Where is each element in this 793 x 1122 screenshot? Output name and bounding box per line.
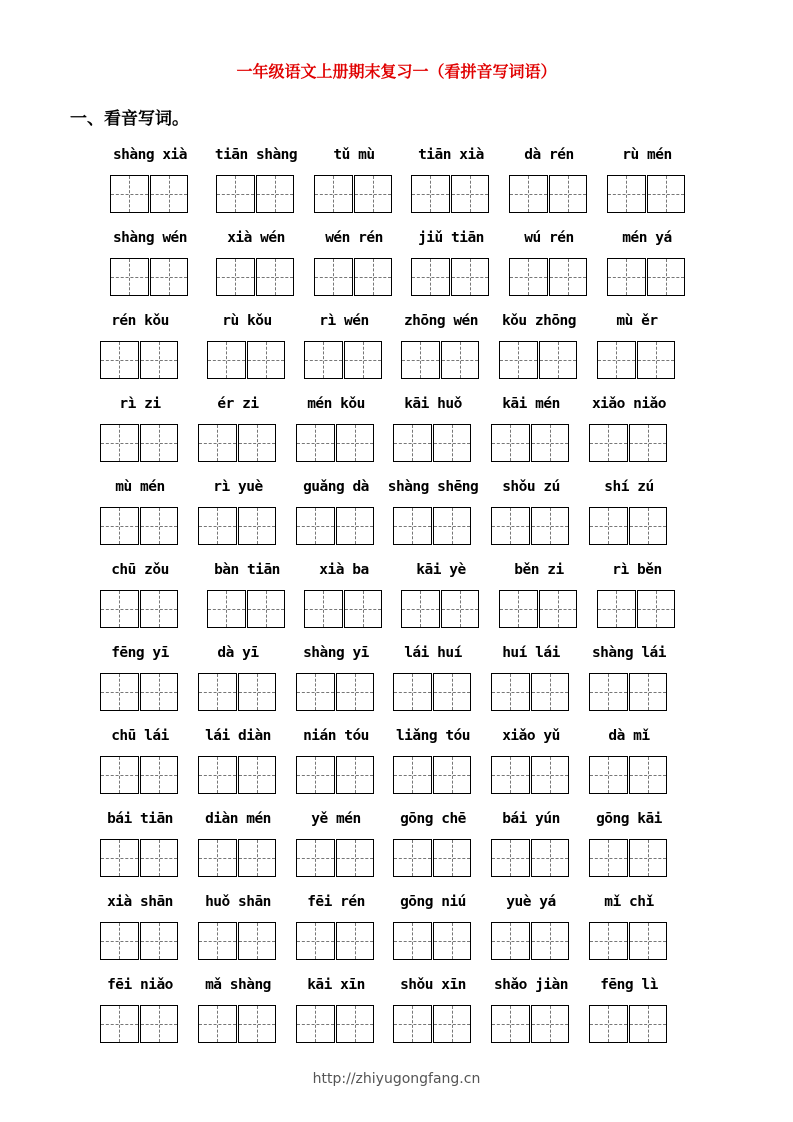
pinyin-prompt: běn zi [514,562,564,578]
writing-boxes [499,590,577,628]
tianzige-cell[interactable] [393,424,432,462]
pinyin-prompt: huǒ shān [205,894,271,910]
tianzige-cell[interactable] [100,424,139,462]
writing-boxes [314,175,392,213]
tianzige-cell[interactable] [314,175,353,213]
writing-boxes [100,673,178,711]
writing-boxes [296,507,374,545]
pinyin-prompt: rén kǒu [111,313,169,329]
tianzige-cell[interactable] [499,590,538,628]
tianzige-cell[interactable] [433,922,472,960]
writing-boxes [100,756,178,794]
tianzige-cell[interactable] [531,839,570,877]
pinyin-prompt: xià wén [227,230,285,246]
tianzige-cell[interactable] [100,673,139,711]
pinyin-prompt: jiǔ tiān [418,230,484,246]
tianzige-cell[interactable] [509,258,548,296]
writing-boxes [597,341,675,379]
tianzige-cell[interactable] [629,922,668,960]
pinyin-prompt: kāi huǒ [404,396,462,412]
writing-boxes [304,590,382,628]
pinyin-prompt: kāi xīn [307,977,365,993]
tianzige-cell[interactable] [539,590,578,628]
writing-boxes [589,756,667,794]
tianzige-cell[interactable] [314,258,353,296]
writing-boxes [110,175,188,213]
tianzige-cell[interactable] [304,590,343,628]
tianzige-cell[interactable] [207,341,246,379]
pinyin-prompt: guǎng dà [303,479,369,495]
writing-boxes [296,673,374,711]
tianzige-cell[interactable] [100,1005,139,1043]
pinyin-prompt: dà mǐ [608,728,650,744]
tianzige-cell[interactable] [238,922,277,960]
pinyin-prompt: mǐ chǐ [604,894,654,910]
tianzige-cell[interactable] [549,175,588,213]
pinyin-prompt: tiān xià [418,147,484,163]
pinyin-prompt: dà rén [524,147,574,163]
writing-boxes [491,1005,569,1043]
tianzige-cell[interactable] [150,175,189,213]
tianzige-cell[interactable] [393,673,432,711]
tianzige-cell[interactable] [589,1005,628,1043]
tianzige-cell[interactable] [336,673,375,711]
pinyin-prompt: shí zú [604,479,654,495]
tianzige-cell[interactable] [629,424,668,462]
tianzige-cell[interactable] [216,258,255,296]
tianzige-cell[interactable] [100,341,139,379]
tianzige-cell[interactable] [238,673,277,711]
pinyin-prompt: bàn tiān [214,562,280,578]
tianzige-cell[interactable] [336,922,375,960]
tianzige-cell[interactable] [296,1005,335,1043]
writing-boxes [198,424,276,462]
tianzige-cell[interactable] [238,1005,277,1043]
tianzige-cell[interactable] [597,341,636,379]
pinyin-prompt: shàng lái [591,645,667,661]
pinyin-prompt: dà yī [217,645,259,661]
tianzige-cell[interactable] [296,922,335,960]
pinyin-prompt: rì yuè [213,479,263,495]
writing-boxes [401,341,479,379]
tianzige-cell[interactable] [100,590,139,628]
tianzige-cell[interactable] [110,175,149,213]
tianzige-cell[interactable] [589,839,628,877]
pinyin-prompt: shàng wén [112,230,188,246]
pinyin-prompt: mù mén [115,479,165,495]
writing-boxes [393,922,471,960]
tianzige-cell[interactable] [110,258,149,296]
writing-boxes [198,922,276,960]
tianzige-cell[interactable] [491,1005,530,1043]
worksheet-title: 一年级语文上册期末复习一（看拼音写词语） [236,62,557,81]
tianzige-cell[interactable] [198,673,237,711]
tianzige-cell[interactable] [433,756,472,794]
pinyin-prompt: tiān shàng [214,147,298,163]
tianzige-cell[interactable] [451,175,490,213]
writing-boxes [411,258,489,296]
tianzige-cell[interactable] [531,1005,570,1043]
pinyin-prompt: xiǎo yǔ [502,728,560,744]
tianzige-cell[interactable] [589,673,628,711]
tianzige-cell[interactable] [589,424,628,462]
tianzige-cell[interactable] [433,507,472,545]
writing-boxes [607,175,685,213]
pinyin-prompt: xià shān [107,894,173,910]
tianzige-cell[interactable] [354,175,393,213]
tianzige-cell[interactable] [100,839,139,877]
tianzige-cell[interactable] [589,922,628,960]
tianzige-cell[interactable] [238,424,277,462]
tianzige-cell[interactable] [549,258,588,296]
tianzige-cell[interactable] [441,341,480,379]
writing-boxes [216,175,294,213]
tianzige-cell[interactable] [354,258,393,296]
tianzige-cell[interactable] [100,922,139,960]
pinyin-prompt: lái diàn [205,728,271,744]
writing-boxes [411,175,489,213]
writing-boxes [216,258,294,296]
tianzige-cell[interactable] [401,590,440,628]
writing-boxes [393,1005,471,1043]
tianzige-cell[interactable] [491,673,530,711]
section-heading: 一、看音写词。 [70,109,189,129]
writing-boxes [207,341,285,379]
pinyin-prompt: rì wén [319,313,369,329]
tianzige-cell[interactable] [491,922,530,960]
writing-boxes [589,922,667,960]
pinyin-prompt: mén yá [622,230,672,246]
tianzige-cell[interactable] [411,258,450,296]
pinyin-prompt: ér zi [217,396,259,412]
writing-boxes [198,673,276,711]
writing-boxes [296,922,374,960]
tianzige-cell[interactable] [207,590,246,628]
tianzige-cell[interactable] [539,341,578,379]
tianzige-cell[interactable] [336,1005,375,1043]
footer-url: http://zhiyugongfang.cn [312,1071,481,1087]
tianzige-cell[interactable] [491,424,530,462]
writing-boxes [100,922,178,960]
tianzige-cell[interactable] [238,839,277,877]
writing-boxes [314,258,392,296]
writing-boxes [589,424,667,462]
writing-boxes [491,922,569,960]
tianzige-cell[interactable] [198,1005,237,1043]
tianzige-cell[interactable] [216,175,255,213]
tianzige-cell[interactable] [247,341,286,379]
pinyin-prompt: zhōng wén [403,313,479,329]
tianzige-cell[interactable] [589,756,628,794]
pinyin-prompt: rù mén [622,147,672,163]
writing-boxes [491,756,569,794]
tianzige-cell[interactable] [150,258,189,296]
pinyin-prompt: shàng yī [303,645,369,661]
tianzige-cell[interactable] [296,756,335,794]
tianzige-cell[interactable] [629,839,668,877]
tianzige-cell[interactable] [629,507,668,545]
tianzige-cell[interactable] [140,673,179,711]
tianzige-cell[interactable] [491,756,530,794]
pinyin-prompt: fēng yī [111,645,169,661]
tianzige-cell[interactable] [140,424,179,462]
tianzige-cell[interactable] [198,839,237,877]
pinyin-prompt: rì zi [119,396,161,412]
pinyin-prompt: mǎ shàng [205,977,271,993]
tianzige-cell[interactable] [247,590,286,628]
writing-boxes [607,258,685,296]
tianzige-cell[interactable] [393,839,432,877]
pinyin-prompt: huí lái [502,645,560,661]
writing-boxes [589,839,667,877]
tianzige-cell[interactable] [647,175,686,213]
tianzige-cell[interactable] [531,424,570,462]
writing-boxes [296,839,374,877]
tianzige-cell[interactable] [531,673,570,711]
pinyin-prompt: chū lái [111,728,169,744]
writing-boxes [393,839,471,877]
tianzige-cell[interactable] [491,839,530,877]
writing-boxes [393,507,471,545]
tianzige-cell[interactable] [393,1005,432,1043]
tianzige-cell[interactable] [336,507,375,545]
tianzige-cell[interactable] [100,756,139,794]
tianzige-cell[interactable] [296,673,335,711]
tianzige-cell[interactable] [100,507,139,545]
writing-boxes [100,424,178,462]
tianzige-cell[interactable] [256,258,295,296]
writing-boxes [296,756,374,794]
pinyin-prompt: xià ba [319,562,369,578]
tianzige-cell[interactable] [296,424,335,462]
tianzige-cell[interactable] [451,258,490,296]
writing-boxes [100,590,178,628]
tianzige-cell[interactable] [344,590,383,628]
tianzige-cell[interactable] [238,756,277,794]
pinyin-prompt: shǒu zú [502,479,560,495]
writing-boxes [100,1005,178,1043]
pinyin-prompt: wú rén [524,230,574,246]
pinyin-prompt: tǔ mù [333,147,375,163]
writing-boxes [296,1005,374,1043]
writing-boxes [393,673,471,711]
pinyin-prompt: diàn mén [205,811,271,827]
writing-boxes [491,673,569,711]
writing-boxes [589,507,667,545]
tianzige-cell[interactable] [140,922,179,960]
pinyin-prompt: mù ěr [616,313,658,329]
tianzige-cell[interactable] [140,590,179,628]
writing-boxes [509,258,587,296]
writing-boxes [589,673,667,711]
writing-boxes [296,424,374,462]
writing-boxes [401,590,479,628]
pinyin-prompt: shàng shēng [387,479,479,495]
writing-boxes [499,341,577,379]
writing-boxes [100,507,178,545]
writing-boxes [393,424,471,462]
tianzige-cell[interactable] [198,424,237,462]
tianzige-cell[interactable] [433,1005,472,1043]
tianzige-cell[interactable] [296,507,335,545]
tianzige-cell[interactable] [336,424,375,462]
tianzige-cell[interactable] [198,507,237,545]
pinyin-prompt: shàng xià [112,147,188,163]
tianzige-cell[interactable] [491,507,530,545]
tianzige-cell[interactable] [607,175,646,213]
writing-boxes [393,756,471,794]
writing-boxes [110,258,188,296]
pinyin-prompt: rù kǒu [222,313,272,329]
tianzige-cell[interactable] [607,258,646,296]
writing-boxes [100,341,178,379]
tianzige-cell[interactable] [393,922,432,960]
pinyin-prompt: gōng chē [400,811,466,827]
pinyin-prompt: yě mén [311,811,361,827]
tianzige-cell[interactable] [589,507,628,545]
tianzige-cell[interactable] [401,341,440,379]
tianzige-cell[interactable] [140,507,179,545]
tianzige-cell[interactable] [336,756,375,794]
writing-boxes [198,839,276,877]
pinyin-prompt: mén kǒu [307,396,365,412]
tianzige-cell[interactable] [304,341,343,379]
tianzige-cell[interactable] [433,424,472,462]
pinyin-prompt: shǒu xīn [400,977,466,993]
tianzige-cell[interactable] [198,922,237,960]
writing-boxes [509,175,587,213]
writing-boxes [198,756,276,794]
pinyin-prompt: yuè yá [506,894,556,910]
tianzige-cell[interactable] [531,756,570,794]
tianzige-cell[interactable] [433,839,472,877]
pinyin-prompt: lái huí [404,645,462,661]
tianzige-cell[interactable] [597,590,636,628]
tianzige-cell[interactable] [140,756,179,794]
pinyin-prompt: kāi mén [502,396,560,412]
tianzige-cell[interactable] [336,839,375,877]
writing-boxes [491,839,569,877]
tianzige-cell[interactable] [499,341,538,379]
pinyin-prompt: shǎo jiàn [493,977,569,993]
tianzige-cell[interactable] [531,507,570,545]
pinyin-prompt: bái tiān [107,811,173,827]
pinyin-prompt: nián tóu [303,728,369,744]
tianzige-cell[interactable] [140,341,179,379]
writing-boxes [100,839,178,877]
pinyin-prompt: fēng lì [600,977,658,993]
pinyin-prompt: liǎng tóu [395,728,471,744]
pinyin-prompt: fēi niǎo [107,977,173,993]
pinyin-prompt: kāi yè [416,562,466,578]
tianzige-cell[interactable] [433,673,472,711]
tianzige-cell[interactable] [140,1005,179,1043]
pinyin-prompt: fēi rén [307,894,365,910]
writing-boxes [589,1005,667,1043]
pinyin-prompt: gōng niú [400,894,466,910]
tianzige-cell[interactable] [296,839,335,877]
writing-boxes [597,590,675,628]
tianzige-cell[interactable] [140,839,179,877]
tianzige-cell[interactable] [629,756,668,794]
tianzige-cell[interactable] [441,590,480,628]
tianzige-cell[interactable] [637,341,676,379]
writing-boxes [198,1005,276,1043]
tianzige-cell[interactable] [629,673,668,711]
pinyin-prompt: chū zǒu [111,562,169,578]
tianzige-cell[interactable] [198,756,237,794]
writing-boxes [304,341,382,379]
writing-boxes [491,424,569,462]
pinyin-prompt: gōng kāi [596,811,662,827]
pinyin-prompt: rì běn [612,562,662,578]
pinyin-prompt: kǒu zhōng [501,313,577,329]
pinyin-prompt: bái yún [502,811,560,827]
pinyin-prompt: wén rén [325,230,383,246]
tianzige-cell[interactable] [256,175,295,213]
tianzige-cell[interactable] [629,1005,668,1043]
tianzige-cell[interactable] [531,922,570,960]
writing-boxes [198,507,276,545]
tianzige-cell[interactable] [393,756,432,794]
tianzige-cell[interactable] [393,507,432,545]
pinyin-prompt: xiǎo niǎo [591,396,667,412]
tianzige-cell[interactable] [509,175,548,213]
tianzige-cell[interactable] [647,258,686,296]
writing-boxes [491,507,569,545]
writing-boxes [207,590,285,628]
tianzige-cell[interactable] [411,175,450,213]
tianzige-cell[interactable] [637,590,676,628]
tianzige-cell[interactable] [344,341,383,379]
tianzige-cell[interactable] [238,507,277,545]
